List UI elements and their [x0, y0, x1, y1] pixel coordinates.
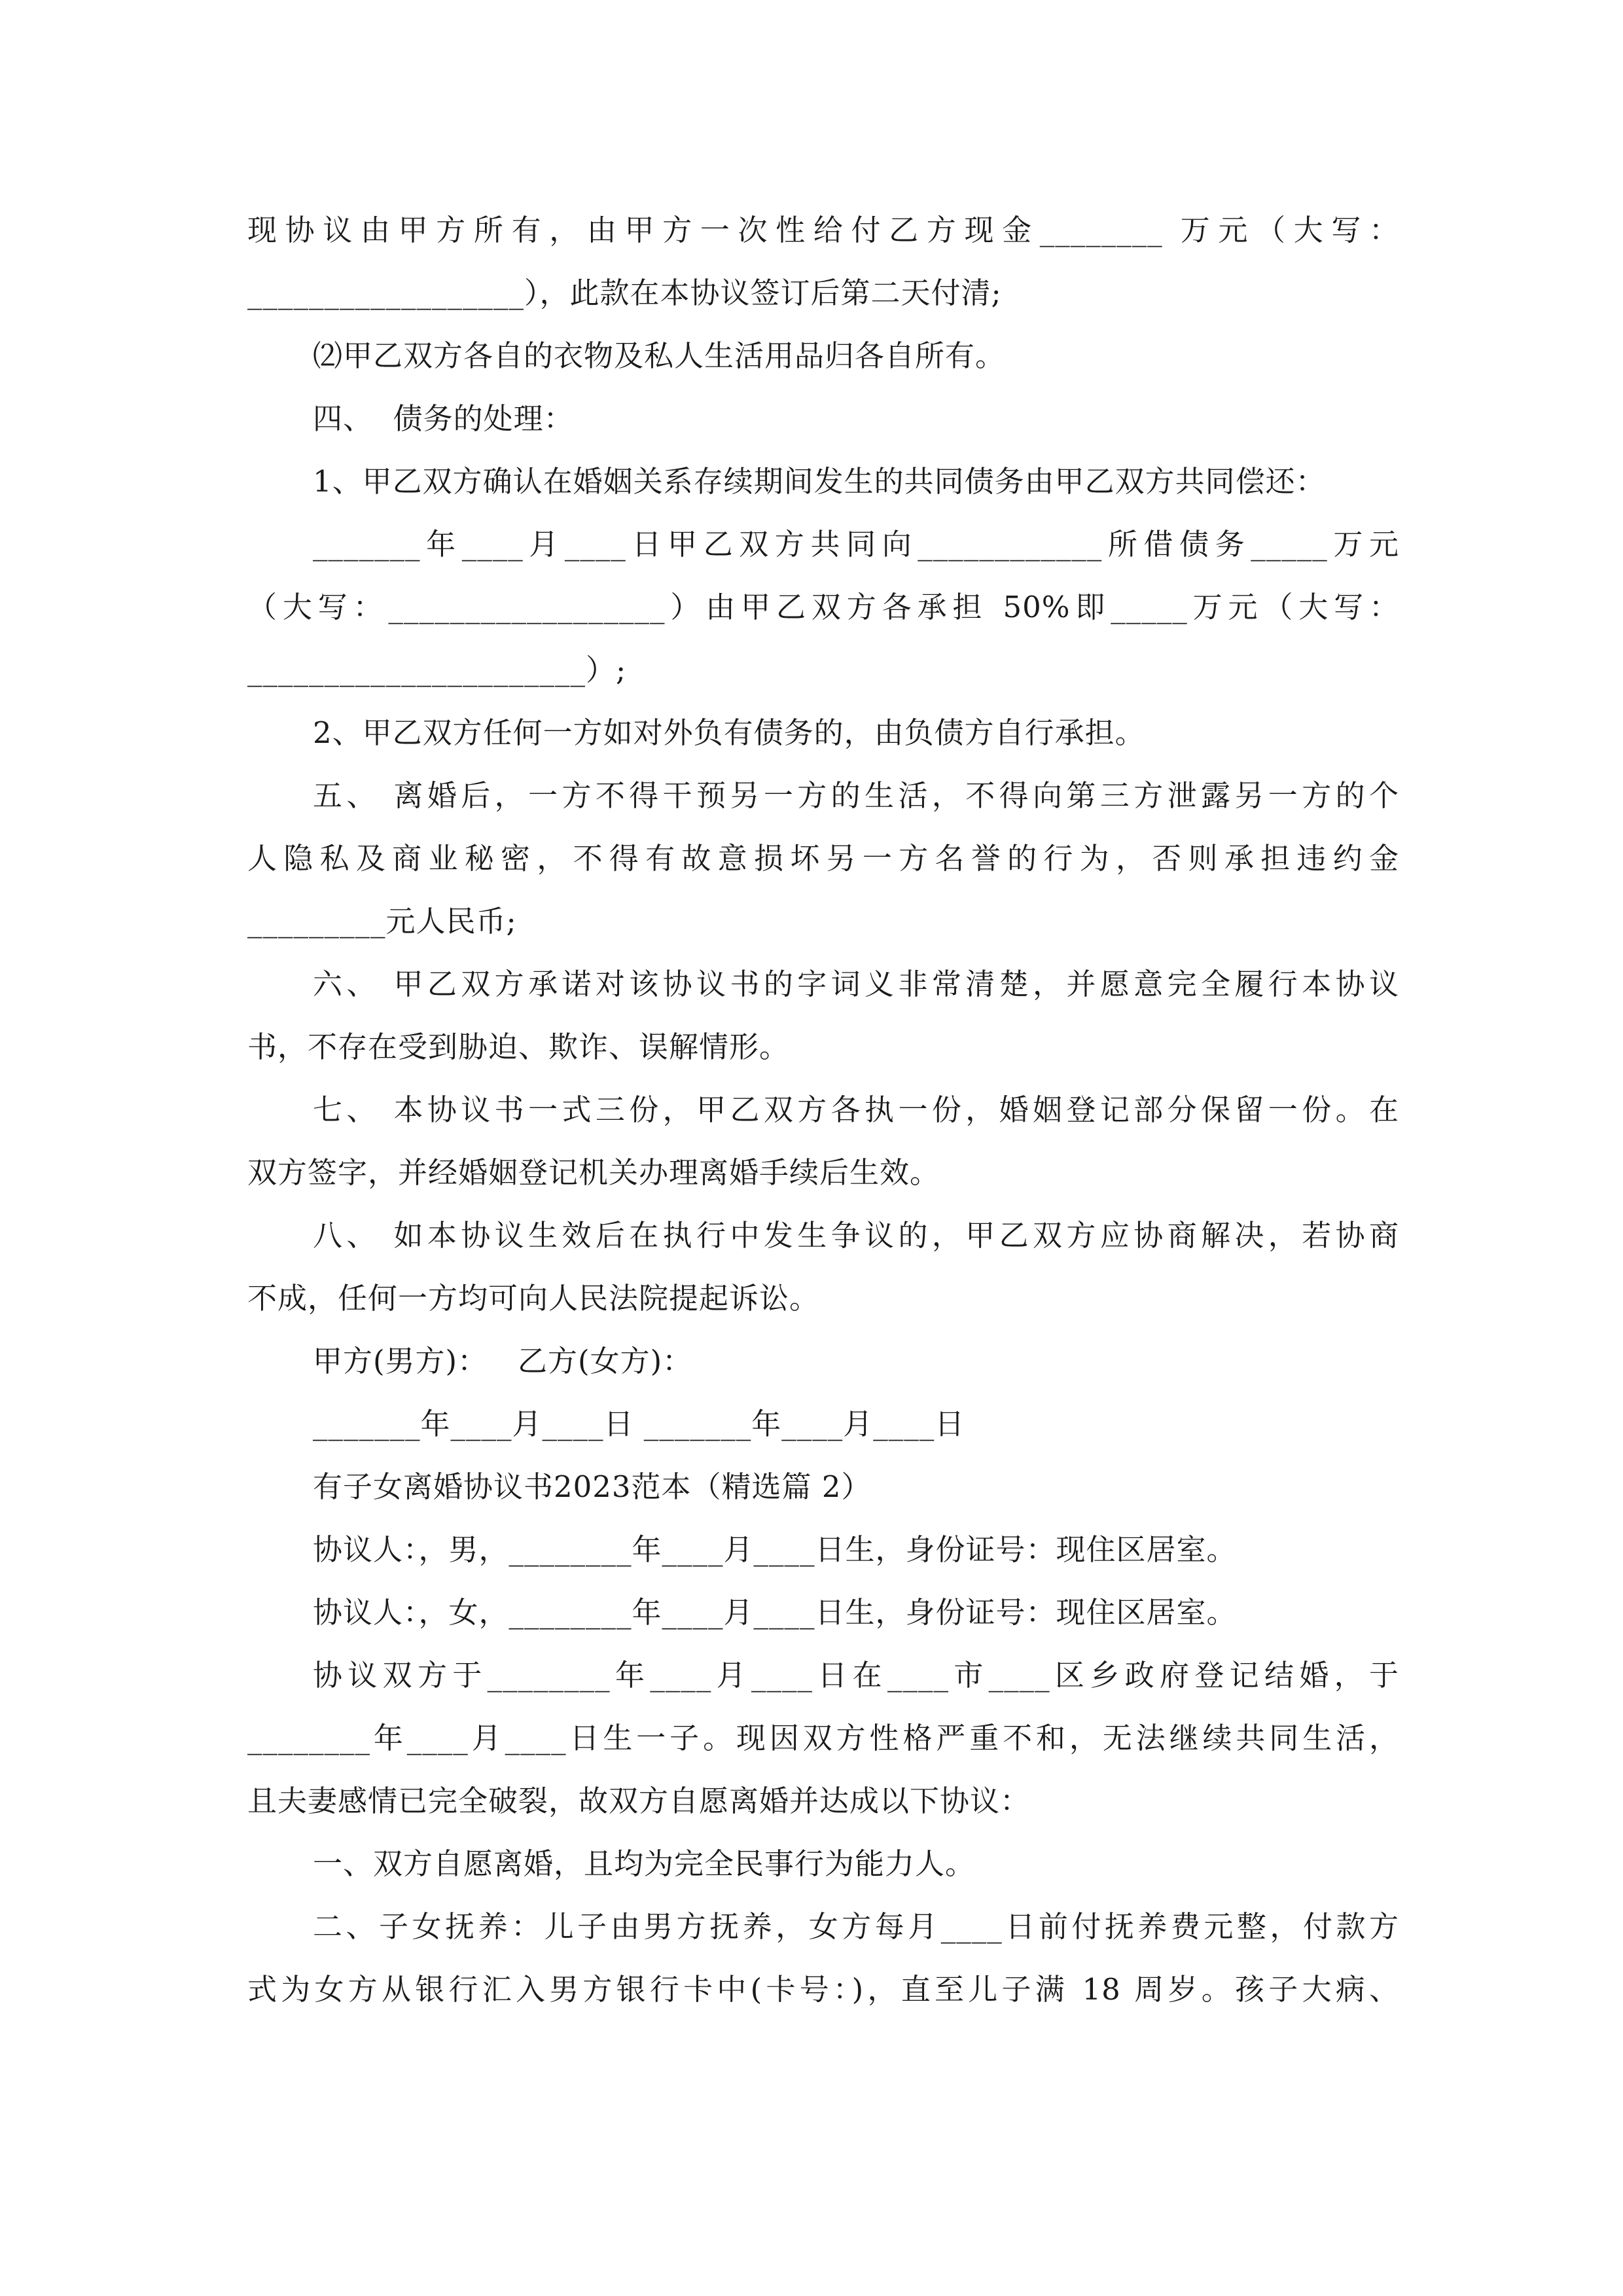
text-line: ________年____月____日生一子。现因双方性格严重不和，无法继续共同生活， [247, 1721, 1399, 1755]
signature-dates: _______年____月____日 _______年____月____日 [313, 1407, 965, 1441]
text-line: 现协议由甲方所有，由甲方一次性给付乙方现金________ 万元（大写： [247, 213, 1399, 247]
text-line: 2、甲乙双方任何一方如对外负有债务的，由负债方自行承担。 [313, 715, 1145, 750]
text-line: 且夫妻感情已完全破裂，故双方自愿离婚并达成以下协议： [247, 1784, 1031, 1818]
signature-labels: 甲方(男方)： 乙方(女方)： [313, 1344, 693, 1378]
text-line: 人隐私及商业秘密，不得有故意损坏另一方名誉的行为，否则承担违约金 [247, 841, 1399, 876]
section-title: 有子女离婚协议书2023范本（精选篇 2） [313, 1469, 872, 1504]
text-line: 二、子女抚养：儿子由男方抚养，女方每月____日前付抚养费元整，付款方 [313, 1909, 1399, 1944]
text-line: 书，不存在受到胁迫、欺诈、误解情形。 [247, 1030, 790, 1064]
text-line: _________元人民币; [247, 904, 517, 939]
text-line: ______________________）; [247, 653, 627, 687]
text-line: 七、 本协议书一式三份，甲乙双方各执一份，婚姻登记部分保留一份。在 [313, 1092, 1399, 1127]
text-line: 八、 如本协议生效后在执行中发生争议的，甲乙双方应协商解决，若协商 [313, 1218, 1399, 1253]
text-line: 六、 甲乙双方承诺对该协议书的字词义非常清楚，并愿意完全履行本协议 [313, 967, 1399, 1001]
text-line: 一、双方自愿离婚，且均为完全民事行为能力人。 [313, 1846, 976, 1881]
text-line: 双方签字，并经婚姻登记机关办理离婚手续后生效。 [247, 1155, 940, 1190]
text-line: 协议双方于________年____月____日在____市____区乡政府登记结婚，于 [313, 1658, 1399, 1693]
text-line: 不成，任何一方均可向人民法院提起诉讼。 [247, 1281, 820, 1316]
text-line: 协议人：，女，________年____月____日生，身份证号：现住区居室。 [313, 1595, 1237, 1630]
section-heading: 四、 债务的处理： [313, 401, 574, 436]
text-line: _______年____月____日甲乙双方共同向____________所借债务_____万元 [313, 527, 1399, 562]
text-line: 五、 离婚后，一方不得干预另一方的生活，不得向第三方泄露另一方的个 [313, 778, 1399, 813]
text-line: ⑵甲乙双方各自的衣物及私人生活用品归各自所有。 [313, 338, 1006, 373]
text-line: 式为女方从银行汇入男方银行卡中(卡号：)，直至儿子满 18 周岁。孩子大病、 [247, 1972, 1399, 2007]
text-line: __________________），此款在本协议签订后第二天付清; [247, 276, 1002, 310]
text-line: 1、甲乙双方确认在婚姻关系存续期间发生的共同债务由甲乙双方共同偿还： [313, 464, 1326, 499]
text-line: 协议人：，男，________年____月____日生，身份证号：现住区居室。 [313, 1532, 1237, 1567]
text-line: （大写：__________________）由甲乙双方各承担 50%即_____万元（大写： [247, 590, 1399, 624]
